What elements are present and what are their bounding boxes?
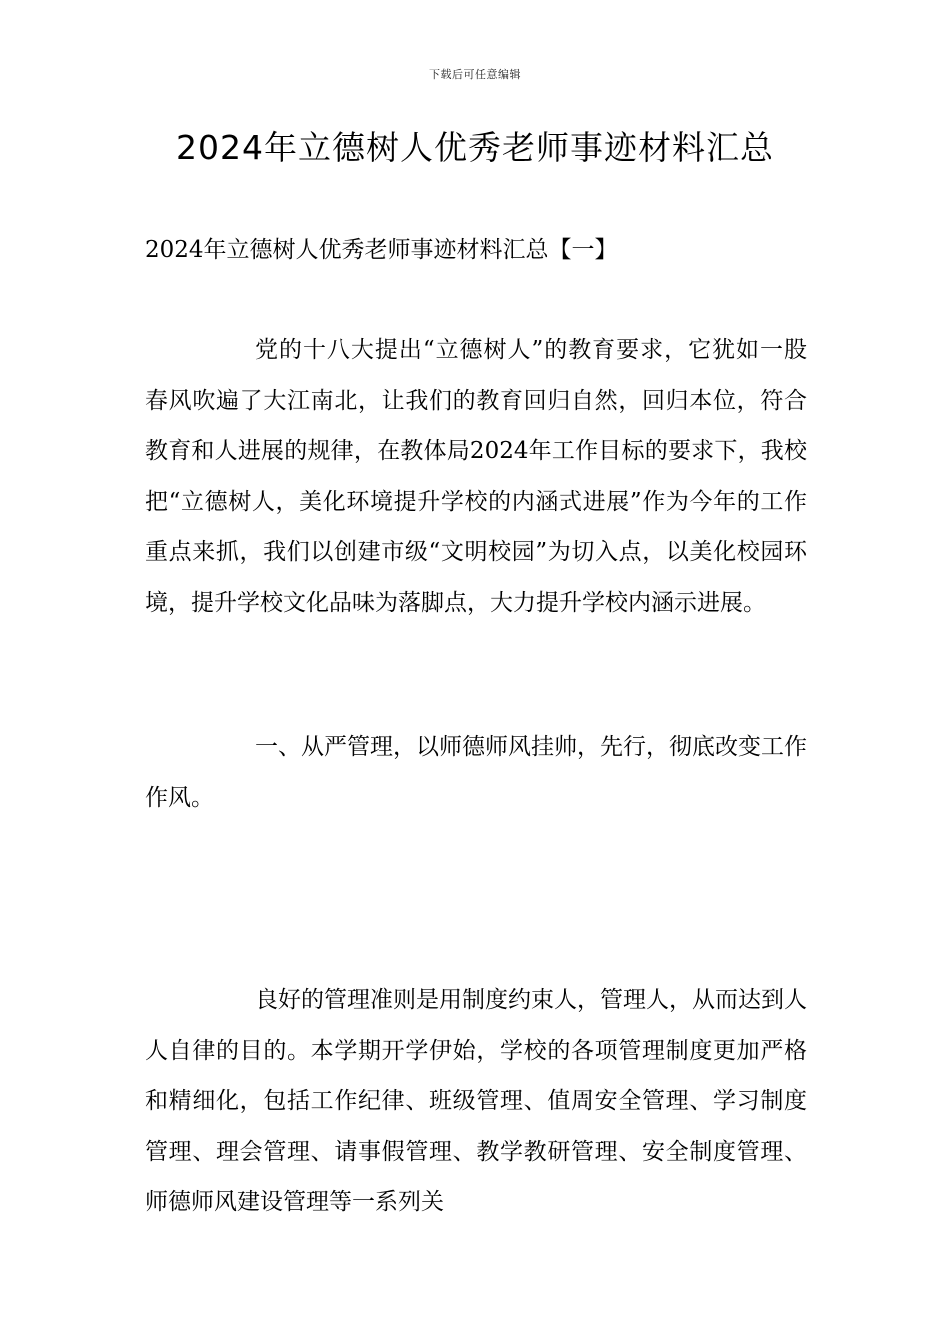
paragraph-point-one: 一、从严管理，以师德师风挂帅，先行，彻底改变工作作风。	[145, 734, 807, 811]
section-heading: 2024年立德树人优秀老师事迹材料汇总【一】	[145, 237, 618, 263]
paragraph-intro: 党的十八大提出“立德树人”的教育要求，它犹如一股春风吹遍了大江南北，让我们的教育回归自然，回归本位，符合教育和人进展的规律，在教体局2024年工作目标的要求下，我校把“立德树人，美化环境提升学校的内涵式进展”作为今年的工作重点来抓，我们以创建市级“文明校园”为切入点，以美化校园环境，提升学校文化品味为落脚点，大力提升学校内涵示进展。	[145, 337, 807, 616]
document-title: 2024年立德树人优秀老师事迹材料汇总	[176, 128, 774, 167]
paragraph-management: 良好的管理准则是用制度约束人，管理人，从而达到人人自律的目的。本学期开学伊始，学校的各项管理制度更加严格和精细化，包括工作纪律、班级管理、值周安全管理、学习制度管理、理会管理、请事假管理、教学教研管理、安全制度管理、师德师风建设管理等一系列关	[145, 987, 807, 1215]
header-note: 下载后可任意编辑	[429, 68, 521, 81]
